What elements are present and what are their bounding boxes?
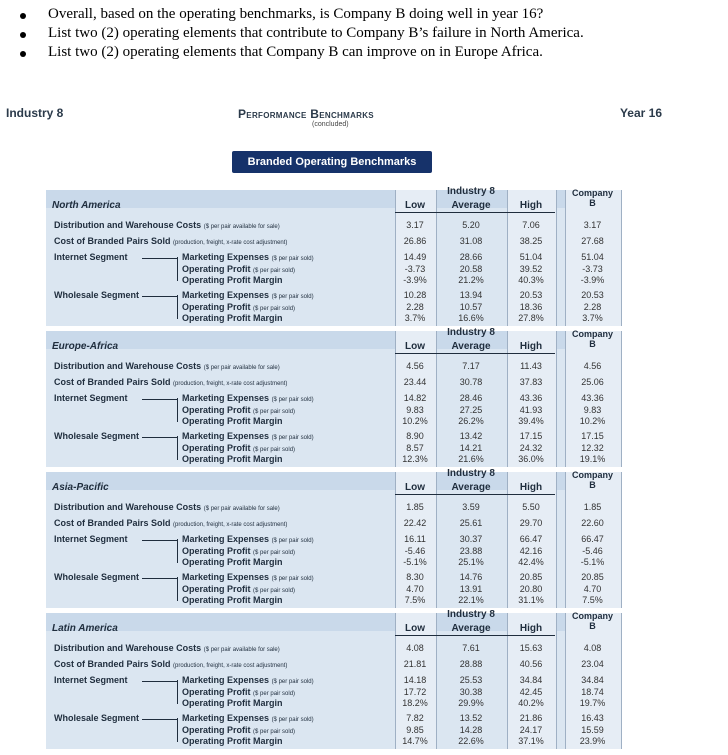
label-note: ($ per pair sold) [271, 576, 314, 582]
high-value: 51.04 [519, 252, 543, 262]
company-value: 9.83 [583, 405, 602, 415]
label-note: ($ per pair available for sale) [203, 647, 280, 653]
header-rule [395, 212, 555, 213]
label-note: ($ per pair sold) [271, 538, 314, 544]
wholesale-segment-label: Wholesale Segment [54, 431, 140, 441]
high-value: 42.4% [518, 557, 544, 567]
label-text: Marketing Expenses [182, 290, 270, 300]
row-label-dist [54, 361, 280, 371]
average-value: 28.66 [459, 252, 483, 262]
high-value: 66.47 [519, 534, 543, 544]
industry-header: Industry 8 [447, 327, 495, 338]
low-value: 10.2% [402, 416, 428, 426]
label-note: (production, freight, x-rate cost adjustment) [173, 381, 288, 387]
low-header: Low [405, 623, 425, 634]
company-value: 27.68 [581, 236, 604, 246]
average-value: 20.58 [459, 264, 483, 274]
row-label-margin: Operating Profit Margin [182, 416, 283, 426]
company-value: 15.59 [581, 725, 604, 735]
row-label-op-profit [182, 725, 295, 735]
company-header-line2: B [589, 339, 596, 349]
average-value: 13.42 [459, 431, 483, 441]
label-note: ($ per pair sold) [253, 729, 296, 735]
company-value: 3.17 [583, 220, 602, 230]
region-table [46, 468, 621, 608]
high-value: 42.45 [519, 687, 543, 697]
low-value: 8.57 [406, 443, 424, 453]
row-label-margin: Operating Profit Margin [182, 736, 283, 746]
high-value: 17.15 [519, 431, 543, 441]
label-text: Marketing Expenses [182, 534, 270, 544]
company-value: 20.53 [581, 290, 604, 300]
label-note: ($ per pair sold) [253, 447, 296, 453]
row-label-margin: Operating Profit Margin [182, 698, 283, 708]
high-value: 36.0% [518, 454, 544, 464]
average-value: 22.1% [458, 595, 484, 605]
low-value: 14.82 [403, 393, 427, 403]
average-value: 28.88 [459, 659, 483, 669]
label-text: Operating Profit [182, 264, 251, 274]
average-header: Average [451, 623, 491, 634]
average-value: 28.46 [459, 393, 483, 403]
low-value: 10.28 [403, 290, 427, 300]
label-note: ($ per pair sold) [271, 256, 314, 262]
high-value: 29.70 [519, 518, 543, 528]
wholesale-segment-label: Wholesale Segment [54, 290, 140, 300]
row-label-marketing [182, 534, 314, 544]
low-header: Low [405, 200, 425, 211]
row-label-op-profit [182, 302, 295, 312]
label-text: Cost of Branded Pairs Sold [54, 659, 171, 669]
high-value: 21.86 [519, 713, 543, 723]
high-value: 39.4% [518, 416, 544, 426]
low-value: 2.28 [406, 302, 424, 312]
average-value: 25.1% [458, 557, 484, 567]
low-value: 12.3% [402, 454, 428, 464]
company-header-line1: Company [571, 470, 613, 480]
high-value: 37.83 [519, 377, 543, 387]
company-header-line2: B [589, 480, 596, 490]
company-header-line2: B [589, 198, 596, 208]
company-header [565, 470, 620, 490]
high-value: 20.85 [519, 572, 543, 582]
label-note: (production, freight, x-rate cost adjustment) [173, 522, 288, 528]
low-value: 14.7% [402, 736, 428, 746]
row-label-op-profit [182, 546, 295, 556]
industry-header: Industry 8 [447, 186, 495, 197]
segment-brace [177, 680, 178, 704]
row-label-marketing [182, 572, 314, 582]
label-note: ($ per pair sold) [271, 294, 314, 300]
high-header: High [519, 482, 543, 493]
low-value: 18.2% [402, 698, 428, 708]
company-value: 4.56 [583, 361, 602, 371]
row-label-cost [54, 518, 287, 528]
label-text: Cost of Branded Pairs Sold [54, 236, 171, 246]
segment-connector [142, 540, 177, 541]
label-note: ($ per pair available for sale) [203, 365, 280, 371]
label-text: Marketing Expenses [182, 252, 270, 262]
low-value: 14.49 [403, 252, 427, 262]
company-value: 3.7% [582, 313, 603, 323]
high-value: 24.17 [519, 725, 543, 735]
bullet-icon [20, 51, 26, 57]
high-value: 37.1% [518, 736, 544, 746]
company-header-line1: Company [571, 188, 613, 198]
company-header [565, 611, 620, 631]
internet-segment-label: Internet Segment [54, 534, 128, 544]
company-value: 18.74 [581, 687, 604, 697]
high-value: 34.84 [519, 675, 543, 685]
row-label-cost [54, 377, 287, 387]
label-note: ($ per pair sold) [253, 268, 296, 274]
label-note: ($ per pair sold) [253, 306, 296, 312]
row-label-marketing [182, 431, 314, 441]
row-label-marketing [182, 675, 314, 685]
segment-connector [142, 258, 177, 259]
average-value: 30.37 [459, 534, 483, 544]
bullet-icon [20, 32, 26, 38]
company-header-line1: Company [571, 329, 613, 339]
high-value: 7.06 [522, 220, 540, 230]
average-value: 7.61 [462, 643, 480, 653]
low-value: 8.30 [406, 572, 424, 582]
company-header-line2: B [589, 621, 596, 631]
company-value: 1.85 [583, 502, 602, 512]
internet-segment-label: Internet Segment [54, 252, 128, 262]
label-text: Distribution and Warehouse Costs [54, 361, 202, 371]
segment-connector [142, 578, 177, 579]
low-value: -3.73 [404, 264, 426, 274]
question-item: Overall, based on the operating benchmarks, is Company B doing well in year 16? [48, 6, 543, 23]
low-value: 17.72 [403, 687, 427, 697]
segment-brace [177, 257, 178, 281]
segment-connector [142, 719, 177, 720]
company-value: 7.5% [582, 595, 603, 605]
region-table [46, 186, 621, 326]
average-header: Average [451, 200, 491, 211]
high-value: 40.2% [518, 698, 544, 708]
label-note: (production, freight, x-rate cost adjustment) [173, 240, 288, 246]
label-note: ($ per pair available for sale) [203, 224, 280, 230]
page-subtitle: (concluded) [312, 121, 349, 128]
low-value: 1.85 [406, 502, 424, 512]
year-label: Year 16 [619, 106, 662, 120]
average-value: 22.6% [458, 736, 484, 746]
wholesale-segment-label: Wholesale Segment [54, 572, 140, 582]
company-value: 19.7% [579, 698, 606, 708]
average-value: 13.94 [459, 290, 483, 300]
row-label-margin: Operating Profit Margin [182, 313, 283, 323]
average-value: 13.52 [459, 713, 483, 723]
company-value: 19.1% [579, 454, 606, 464]
row-label-op-profit [182, 405, 295, 415]
page-title: Performance Benchmarks [238, 107, 374, 121]
average-header: Average [451, 482, 491, 493]
high-header: High [519, 341, 543, 352]
label-note: ($ per pair sold) [253, 588, 296, 594]
region-name: Asia-Pacific [52, 482, 109, 493]
average-value: 14.28 [459, 725, 483, 735]
average-header: Average [451, 341, 491, 352]
segment-brace [177, 436, 178, 460]
row-label-dist [54, 502, 280, 512]
row-label-margin: Operating Profit Margin [182, 454, 283, 464]
label-note: ($ per pair sold) [271, 435, 314, 441]
company-value: 25.06 [581, 377, 604, 387]
average-value: 21.2% [458, 275, 484, 285]
label-note: ($ per pair sold) [271, 717, 314, 723]
row-label-margin: Operating Profit Margin [182, 275, 283, 285]
average-value: 27.25 [459, 405, 483, 415]
label-text: Marketing Expenses [182, 713, 270, 723]
label-text: Marketing Expenses [182, 572, 270, 582]
company-value: 22.60 [581, 518, 604, 528]
label-text: Marketing Expenses [182, 675, 270, 685]
high-value: 42.16 [519, 546, 543, 556]
high-value: 18.36 [519, 302, 543, 312]
company-value: 20.85 [581, 572, 604, 582]
company-value: 4.70 [583, 584, 602, 594]
region-table [46, 609, 621, 749]
wholesale-segment-label: Wholesale Segment [54, 713, 140, 723]
company-header [565, 329, 620, 349]
company-value: 66.47 [581, 534, 604, 544]
segment-connector [142, 296, 177, 297]
low-value: 4.70 [406, 584, 424, 594]
high-value: 40.3% [518, 275, 544, 285]
label-text: Distribution and Warehouse Costs [54, 643, 202, 653]
label-text: Cost of Branded Pairs Sold [54, 518, 171, 528]
low-value: 4.56 [406, 361, 424, 371]
low-value: -3.9% [403, 275, 427, 285]
company-value: 12.32 [581, 443, 604, 453]
header-rule [395, 494, 555, 495]
company-value: -3.73 [582, 264, 603, 274]
high-header: High [519, 200, 543, 211]
region-name: Latin America [52, 623, 118, 634]
high-value: 27.8% [518, 313, 544, 323]
average-value: 16.6% [458, 313, 484, 323]
row-label-op-profit [182, 584, 295, 594]
company-value: -3.9% [580, 275, 605, 285]
average-value: 3.59 [462, 502, 480, 512]
company-value: 2.28 [583, 302, 602, 312]
internet-segment-label: Internet Segment [54, 393, 128, 403]
company-header-line1: Company [571, 611, 613, 621]
label-text: Operating Profit [182, 725, 251, 735]
low-value: 3.7% [404, 313, 426, 323]
segment-brace [177, 539, 178, 563]
label-text: Operating Profit [182, 687, 251, 697]
average-value: 26.2% [458, 416, 484, 426]
low-value: -5.1% [403, 557, 427, 567]
average-value: 31.08 [459, 236, 483, 246]
segment-brace [177, 295, 178, 319]
label-text: Operating Profit [182, 405, 251, 415]
low-value: 22.42 [403, 518, 427, 528]
high-value: 39.52 [519, 264, 543, 274]
label-text: Distribution and Warehouse Costs [54, 220, 202, 230]
high-value: 20.80 [519, 584, 543, 594]
company-value: 4.08 [583, 643, 602, 653]
average-value: 30.78 [459, 377, 483, 387]
average-value: 7.17 [462, 361, 480, 371]
region-name: North America [52, 200, 121, 211]
company-value: 23.9% [579, 736, 606, 746]
row-label-marketing [182, 393, 314, 403]
label-note: ($ per pair sold) [253, 691, 296, 697]
header-rule [395, 635, 555, 636]
high-value: 11.43 [520, 361, 542, 371]
industry-header: Industry 8 [447, 468, 495, 479]
row-label-dist [54, 643, 280, 653]
label-text: Marketing Expenses [182, 431, 270, 441]
average-value: 30.38 [459, 687, 483, 697]
high-value: 40.56 [519, 659, 543, 669]
low-value: -5.46 [404, 546, 426, 556]
average-value: 13.91 [459, 584, 483, 594]
low-value: 4.08 [406, 643, 424, 653]
label-text: Marketing Expenses [182, 393, 270, 403]
segment-brace [177, 577, 178, 601]
label-note: ($ per pair sold) [253, 550, 296, 556]
row-label-op-profit [182, 264, 295, 274]
industry-label: Industry 8 [6, 106, 64, 120]
label-note: (production, freight, x-rate cost adjustment) [173, 663, 288, 669]
row-label-marketing [182, 713, 314, 723]
question-item: List two (2) operating elements that contribute to Company B’s failure in North America. [48, 25, 584, 42]
high-value: 41.93 [519, 405, 543, 415]
row-label-marketing [182, 290, 314, 300]
low-value: 21.81 [403, 659, 427, 669]
industry-header: Industry 8 [447, 609, 495, 620]
average-value: 23.88 [459, 546, 483, 556]
segment-connector [142, 399, 177, 400]
low-value: 8.90 [406, 431, 424, 441]
row-label-cost [54, 659, 287, 669]
company-value: 10.2% [579, 416, 606, 426]
high-value: 31.1% [518, 595, 544, 605]
company-value: 43.36 [581, 393, 604, 403]
label-text: Operating Profit [182, 302, 251, 312]
high-value: 43.36 [519, 393, 543, 403]
low-value: 9.83 [406, 405, 424, 415]
low-value: 14.18 [403, 675, 427, 685]
label-text: Operating Profit [182, 443, 251, 453]
row-label-op-profit [182, 443, 295, 453]
row-label-op-profit [182, 687, 295, 697]
internet-segment-label: Internet Segment [54, 675, 128, 685]
company-value: 34.84 [581, 675, 604, 685]
label-note: ($ per pair sold) [271, 679, 314, 685]
company-value: 16.43 [581, 713, 604, 723]
average-value: 29.9% [458, 698, 484, 708]
region-table [46, 327, 621, 467]
low-value: 26.86 [403, 236, 427, 246]
average-value: 5.20 [462, 220, 480, 230]
high-header: High [519, 623, 543, 634]
question-item: List two (2) operating elements that Company B can improve on in Europe Africa. [48, 44, 543, 61]
company-value: 23.04 [581, 659, 604, 669]
low-header: Low [405, 482, 425, 493]
high-value: 15.63 [519, 643, 543, 653]
average-value: 25.61 [459, 518, 483, 528]
high-value: 38.25 [519, 236, 543, 246]
low-value: 23.44 [403, 377, 427, 387]
header-rule [395, 353, 555, 354]
low-value: 3.17 [406, 220, 424, 230]
average-value: 25.53 [459, 675, 483, 685]
region-name: Europe-Africa [52, 341, 119, 352]
low-header: Low [405, 341, 425, 352]
low-value: 9.85 [406, 725, 424, 735]
average-value: 21.6% [458, 454, 484, 464]
average-value: 14.21 [459, 443, 483, 453]
bullet-icon [20, 13, 26, 19]
high-value: 24.32 [519, 443, 543, 453]
high-value: 20.53 [519, 290, 543, 300]
company-header [565, 188, 620, 208]
label-text: Operating Profit [182, 546, 251, 556]
company-value: 17.15 [581, 431, 604, 441]
tab-branded-operating-benchmarks[interactable]: Branded Operating Benchmarks [232, 151, 432, 173]
company-value: -5.46 [582, 546, 603, 556]
low-value: 7.5% [404, 595, 426, 605]
low-value: 16.11 [404, 534, 426, 544]
label-text: Operating Profit [182, 584, 251, 594]
row-label-margin: Operating Profit Margin [182, 595, 283, 605]
label-note: ($ per pair available for sale) [203, 506, 280, 512]
row-label-marketing [182, 252, 314, 262]
company-value: 51.04 [581, 252, 604, 262]
label-note: ($ per pair sold) [271, 397, 314, 403]
label-text: Cost of Branded Pairs Sold [54, 377, 171, 387]
row-label-margin: Operating Profit Margin [182, 557, 283, 567]
company-value: -5.1% [580, 557, 605, 567]
low-value: 7.82 [406, 713, 424, 723]
label-note: ($ per pair sold) [253, 409, 296, 415]
average-value: 10.57 [459, 302, 483, 312]
segment-connector [142, 437, 177, 438]
segment-brace [177, 718, 178, 742]
segment-connector [142, 681, 177, 682]
average-value: 14.76 [459, 572, 483, 582]
segment-brace [177, 398, 178, 422]
row-label-cost [54, 236, 287, 246]
row-label-dist [54, 220, 280, 230]
high-value: 5.50 [522, 502, 540, 512]
label-text: Distribution and Warehouse Costs [54, 502, 202, 512]
